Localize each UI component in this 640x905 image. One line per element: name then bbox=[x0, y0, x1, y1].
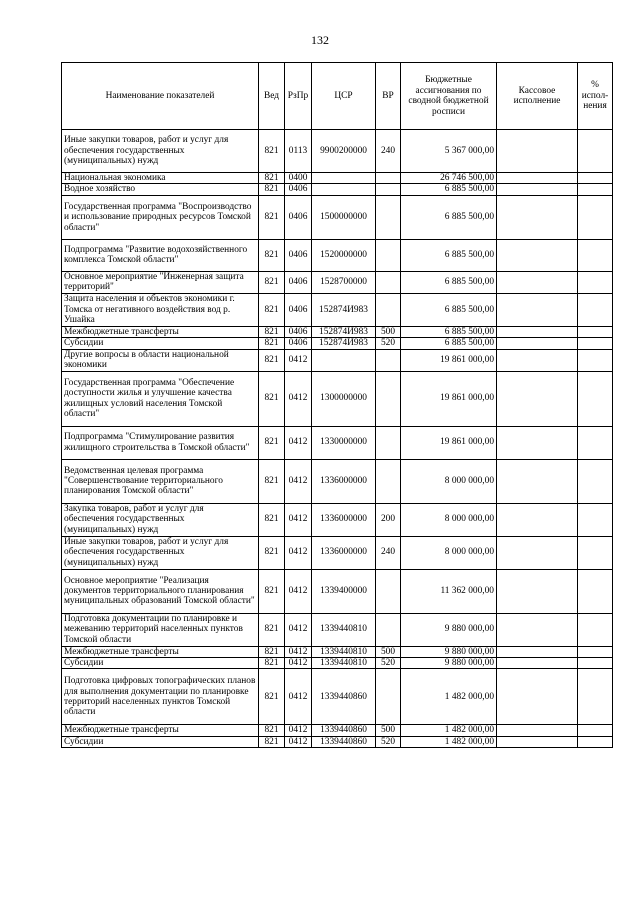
cell-cash bbox=[497, 669, 578, 725]
cell-vr bbox=[376, 293, 401, 326]
cell-ved: 821 bbox=[259, 173, 285, 184]
cell-csr: 1339440810 bbox=[312, 613, 376, 646]
cell-vr bbox=[376, 173, 401, 184]
cell-rzpr: 0412 bbox=[285, 503, 312, 536]
cell-cash bbox=[497, 536, 578, 569]
cell-budget-amount: 6 885 500,00 bbox=[401, 293, 497, 326]
cell-vr: 240 bbox=[376, 130, 401, 173]
cell-rzpr: 0406 bbox=[285, 271, 312, 293]
cell-vr bbox=[376, 195, 401, 239]
cell-name: Иные закупки товаров, работ и услуг для обеспечения государственных (муниципальных) нужд bbox=[62, 130, 259, 173]
cell-csr: 1300000000 bbox=[312, 371, 376, 426]
cell-csr bbox=[312, 184, 376, 195]
cell-ved: 821 bbox=[259, 195, 285, 239]
cell-rzpr: 0412 bbox=[285, 569, 312, 613]
cell-rzpr: 0406 bbox=[285, 195, 312, 239]
cell-budget-amount: 1 482 000,00 bbox=[401, 725, 497, 736]
table-row bbox=[62, 326, 613, 337]
cell-vr bbox=[376, 459, 401, 503]
cell-name: Основное мероприятие "Реализация документов территориального планирования муниципальных образований Томской области" bbox=[62, 569, 259, 613]
cell-vr bbox=[376, 371, 401, 426]
cell-vr bbox=[376, 669, 401, 725]
cell-ved: 821 bbox=[259, 725, 285, 736]
cell-csr: 1339400000 bbox=[312, 569, 376, 613]
table-row bbox=[62, 569, 613, 613]
cell-ved: 821 bbox=[259, 338, 285, 349]
table-row bbox=[62, 669, 613, 725]
cell-name: Субсидии bbox=[62, 338, 259, 349]
cell-rzpr: 0412 bbox=[285, 613, 312, 646]
cell-rzpr: 0113 bbox=[285, 130, 312, 173]
cell-cash bbox=[497, 658, 578, 669]
cell-budget-amount: 11 362 000,00 bbox=[401, 569, 497, 613]
cell-budget-amount: 6 885 500,00 bbox=[401, 271, 497, 293]
cell-budget-amount: 6 885 500,00 bbox=[401, 184, 497, 195]
cell-rzpr: 0412 bbox=[285, 349, 312, 371]
cell-cash bbox=[497, 239, 578, 271]
table-body bbox=[62, 130, 613, 748]
table-row bbox=[62, 349, 613, 371]
cell-rzpr: 0412 bbox=[285, 459, 312, 503]
cell-ved: 821 bbox=[259, 271, 285, 293]
table-row bbox=[62, 338, 613, 349]
header-vr: ВР bbox=[376, 63, 401, 130]
cell-cash bbox=[497, 338, 578, 349]
cell-percent bbox=[578, 503, 613, 536]
cell-name: Иные закупки товаров, работ и услуг для обеспечения государственных (муниципальных) нужд bbox=[62, 536, 259, 569]
cell-ved: 821 bbox=[259, 646, 285, 657]
cell-csr: 1330000000 bbox=[312, 426, 376, 459]
cell-cash bbox=[497, 646, 578, 657]
cell-budget-amount: 8 000 000,00 bbox=[401, 503, 497, 536]
cell-cash bbox=[497, 736, 578, 747]
cell-ved: 821 bbox=[259, 569, 285, 613]
table-row bbox=[62, 184, 613, 195]
cell-vr bbox=[376, 426, 401, 459]
cell-vr: 500 bbox=[376, 646, 401, 657]
cell-percent bbox=[578, 736, 613, 747]
cell-cash bbox=[497, 349, 578, 371]
cell-csr: 1339440860 bbox=[312, 669, 376, 725]
cell-ved: 821 bbox=[259, 371, 285, 426]
cell-ved: 821 bbox=[259, 536, 285, 569]
cell-name: Подпрограмма "Стимулирование развития жилищного строительства в Томской области" bbox=[62, 426, 259, 459]
table-row bbox=[62, 725, 613, 736]
cell-csr: 1339440860 bbox=[312, 725, 376, 736]
cell-csr: 152874И983 bbox=[312, 326, 376, 337]
cell-percent bbox=[578, 669, 613, 725]
table-row bbox=[62, 459, 613, 503]
cell-vr bbox=[376, 569, 401, 613]
table-row bbox=[62, 503, 613, 536]
table-row bbox=[62, 195, 613, 239]
cell-rzpr: 0412 bbox=[285, 536, 312, 569]
cell-cash bbox=[497, 271, 578, 293]
cell-ved: 821 bbox=[259, 349, 285, 371]
cell-vr bbox=[376, 271, 401, 293]
cell-rzpr: 0406 bbox=[285, 239, 312, 271]
header-csr: ЦСР bbox=[312, 63, 376, 130]
cell-percent bbox=[578, 371, 613, 426]
table-row bbox=[62, 426, 613, 459]
cell-name: Государственная программа "Обеспечение доступности жилья и улучшение качества жилищных условий населения Томской области" bbox=[62, 371, 259, 426]
cell-ved: 821 bbox=[259, 130, 285, 173]
cell-csr: 1500000000 bbox=[312, 195, 376, 239]
cell-rzpr: 0406 bbox=[285, 293, 312, 326]
cell-csr: 1336000000 bbox=[312, 503, 376, 536]
header-budget: Бюджетные ассигнования по сводной бюджетной росписи bbox=[401, 63, 497, 130]
cell-ved: 821 bbox=[259, 613, 285, 646]
cell-vr: 520 bbox=[376, 338, 401, 349]
cell-budget-amount: 6 885 500,00 bbox=[401, 195, 497, 239]
cell-csr: 1336000000 bbox=[312, 459, 376, 503]
cell-ved: 821 bbox=[259, 293, 285, 326]
table-row bbox=[62, 658, 613, 669]
cell-cash bbox=[497, 569, 578, 613]
cell-csr: 9900200000 bbox=[312, 130, 376, 173]
cell-csr bbox=[312, 173, 376, 184]
cell-budget-amount: 1 482 000,00 bbox=[401, 669, 497, 725]
cell-rzpr: 0412 bbox=[285, 669, 312, 725]
cell-name: Национальная экономика bbox=[62, 173, 259, 184]
cell-percent bbox=[578, 326, 613, 337]
cell-name: Субсидии bbox=[62, 658, 259, 669]
cell-csr: 1339440810 bbox=[312, 646, 376, 657]
cell-cash bbox=[497, 426, 578, 459]
header-cash: Кассовое исполнение bbox=[497, 63, 578, 130]
page-number: 132 bbox=[311, 33, 329, 47]
cell-percent bbox=[578, 536, 613, 569]
cell-budget-amount: 9 880 000,00 bbox=[401, 646, 497, 657]
cell-percent bbox=[578, 569, 613, 613]
cell-ved: 821 bbox=[259, 669, 285, 725]
cell-budget-amount: 8 000 000,00 bbox=[401, 536, 497, 569]
cell-cash bbox=[497, 130, 578, 173]
cell-name: Межбюджетные трансферты bbox=[62, 646, 259, 657]
cell-cash bbox=[497, 326, 578, 337]
cell-cash bbox=[497, 613, 578, 646]
table-row bbox=[62, 173, 613, 184]
cell-vr: 500 bbox=[376, 326, 401, 337]
cell-vr: 520 bbox=[376, 658, 401, 669]
header-percent: % испол-нения bbox=[578, 63, 613, 130]
cell-vr: 520 bbox=[376, 736, 401, 747]
cell-cash bbox=[497, 371, 578, 426]
cell-name: Субсидии bbox=[62, 736, 259, 747]
header-ved: Вед bbox=[259, 63, 285, 130]
table-row bbox=[62, 736, 613, 747]
cell-csr: 152874И983 bbox=[312, 338, 376, 349]
cell-rzpr: 0412 bbox=[285, 725, 312, 736]
cell-rzpr: 0406 bbox=[285, 338, 312, 349]
cell-percent bbox=[578, 338, 613, 349]
cell-ved: 821 bbox=[259, 503, 285, 536]
table-header-row bbox=[62, 63, 613, 130]
table-row bbox=[62, 613, 613, 646]
cell-rzpr: 0412 bbox=[285, 646, 312, 657]
cell-percent bbox=[578, 613, 613, 646]
cell-csr: 1528700000 bbox=[312, 271, 376, 293]
cell-percent bbox=[578, 293, 613, 326]
cell-name: Ведомственная целевая программа "Совершенствование территориального планирования Томской области" bbox=[62, 459, 259, 503]
cell-percent bbox=[578, 195, 613, 239]
cell-cash bbox=[497, 195, 578, 239]
cell-name: Закупка товаров, работ и услуг для обеспечения государственных (муниципальных) нужд bbox=[62, 503, 259, 536]
cell-name: Другие вопросы в области национальной экономики bbox=[62, 349, 259, 371]
table-row bbox=[62, 271, 613, 293]
cell-budget-amount: 8 000 000,00 bbox=[401, 459, 497, 503]
cell-budget-amount: 9 880 000,00 bbox=[401, 613, 497, 646]
cell-csr: 1339440810 bbox=[312, 658, 376, 669]
table-row bbox=[62, 646, 613, 657]
cell-csr: 152874И983 bbox=[312, 293, 376, 326]
cell-ved: 821 bbox=[259, 326, 285, 337]
cell-csr: 1336000000 bbox=[312, 536, 376, 569]
cell-percent bbox=[578, 130, 613, 173]
cell-cash bbox=[497, 173, 578, 184]
cell-name: Водное хозяйство bbox=[62, 184, 259, 195]
cell-name: Защита населения и объектов экономики г. Томска от негативного воздействия вод р. Ушайка bbox=[62, 293, 259, 326]
cell-rzpr: 0412 bbox=[285, 658, 312, 669]
cell-budget-amount: 19 861 000,00 bbox=[401, 349, 497, 371]
cell-percent bbox=[578, 184, 613, 195]
cell-name: Подпрограмма "Развитие водохозяйственного комплекса Томской области" bbox=[62, 239, 259, 271]
table-row bbox=[62, 239, 613, 271]
header-rzpr: РзПр bbox=[285, 63, 312, 130]
table-row bbox=[62, 371, 613, 426]
cell-vr: 500 bbox=[376, 725, 401, 736]
cell-cash bbox=[497, 459, 578, 503]
header-name: Наименование показателей bbox=[62, 63, 259, 130]
cell-budget-amount: 19 861 000,00 bbox=[401, 371, 497, 426]
cell-rzpr: 0406 bbox=[285, 326, 312, 337]
cell-ved: 821 bbox=[259, 239, 285, 271]
cell-vr bbox=[376, 184, 401, 195]
cell-rzpr: 0400 bbox=[285, 173, 312, 184]
cell-rzpr: 0406 bbox=[285, 184, 312, 195]
cell-rzpr: 0412 bbox=[285, 426, 312, 459]
cell-budget-amount: 5 367 000,00 bbox=[401, 130, 497, 173]
cell-rzpr: 0412 bbox=[285, 736, 312, 747]
cell-vr bbox=[376, 613, 401, 646]
table-row bbox=[62, 536, 613, 569]
cell-budget-amount: 6 885 500,00 bbox=[401, 338, 497, 349]
cell-percent bbox=[578, 725, 613, 736]
cell-percent bbox=[578, 646, 613, 657]
cell-name: Подготовка документации по планировке и межеванию территорий населенных пунктов Томской области bbox=[62, 613, 259, 646]
cell-budget-amount: 9 880 000,00 bbox=[401, 658, 497, 669]
cell-name: Государственная программа "Воспроизводство и использование природных ресурсов Томской области" bbox=[62, 195, 259, 239]
budget-table bbox=[61, 62, 613, 748]
cell-percent bbox=[578, 459, 613, 503]
cell-cash bbox=[497, 184, 578, 195]
cell-rzpr: 0412 bbox=[285, 371, 312, 426]
cell-name: Межбюджетные трансферты bbox=[62, 725, 259, 736]
cell-vr: 200 bbox=[376, 503, 401, 536]
cell-ved: 821 bbox=[259, 658, 285, 669]
cell-vr: 240 bbox=[376, 536, 401, 569]
cell-ved: 821 bbox=[259, 736, 285, 747]
cell-percent bbox=[578, 658, 613, 669]
cell-csr: 1339440860 bbox=[312, 736, 376, 747]
cell-vr bbox=[376, 349, 401, 371]
cell-budget-amount: 19 861 000,00 bbox=[401, 426, 497, 459]
cell-percent bbox=[578, 349, 613, 371]
table-row bbox=[62, 130, 613, 173]
cell-budget-amount: 6 885 500,00 bbox=[401, 239, 497, 271]
cell-percent bbox=[578, 239, 613, 271]
cell-percent bbox=[578, 426, 613, 459]
cell-ved: 821 bbox=[259, 459, 285, 503]
table-row bbox=[62, 293, 613, 326]
cell-vr bbox=[376, 239, 401, 271]
cell-ved: 821 bbox=[259, 426, 285, 459]
cell-ved: 821 bbox=[259, 184, 285, 195]
cell-percent bbox=[578, 271, 613, 293]
cell-percent bbox=[578, 173, 613, 184]
cell-cash bbox=[497, 503, 578, 536]
cell-name: Подготовка цифровых топографических планов для выполнения документации по планировке территорий населенных пунктов Томской области bbox=[62, 669, 259, 725]
cell-budget-amount: 26 746 500,00 bbox=[401, 173, 497, 184]
cell-name: Основное мероприятие "Инженерная защита территорий" bbox=[62, 271, 259, 293]
cell-budget-amount: 6 885 500,00 bbox=[401, 326, 497, 337]
cell-csr: 1520000000 bbox=[312, 239, 376, 271]
cell-cash bbox=[497, 293, 578, 326]
cell-cash bbox=[497, 725, 578, 736]
cell-name: Межбюджетные трансферты bbox=[62, 326, 259, 337]
cell-budget-amount: 1 482 000,00 bbox=[401, 736, 497, 747]
cell-csr bbox=[312, 349, 376, 371]
